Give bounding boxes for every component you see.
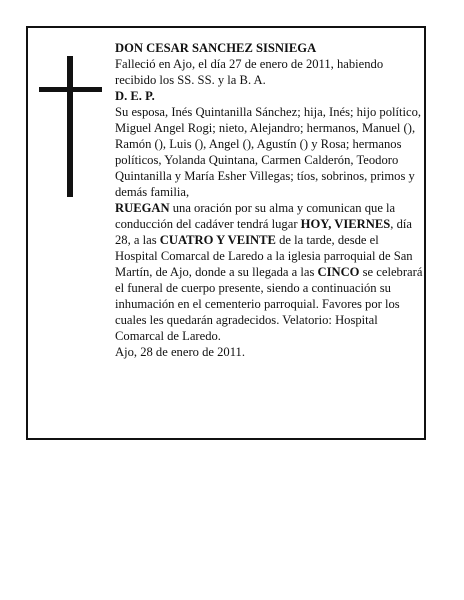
death-line: Falleció en Ajo, el día 27 de enero de 2011, habiendo recibido los SS. SS. y la B. A.: [115, 57, 384, 87]
announcement-text-1: una oración por su alma y comunican que la conducción del cadáver tendrá lugar: [115, 201, 396, 231]
obituary-notice: [26, 26, 426, 440]
cross-icon: [67, 56, 73, 197]
announcement-text-2: , día 28, a las: [115, 217, 412, 247]
family-list: Su esposa, Inés Quintanilla Sánchez; hija, Inés; hijo político, Miguel Angel Rogi; nieto, Alejandro; hermanos, Manuel (), Ramón (), Luis (), Angel (), Agustín () y Rosa; hermanos políticos, Yolanda Quintana, Carmen Calderón, Teodoro Quintanilla y María Esher Villegas; tíos, sobrinos, primos y demás familia,: [115, 105, 422, 199]
closing-line: Ajo, 28 de enero de 2011.: [115, 345, 245, 359]
notice-text: [115, 40, 423, 360]
dep-line: D. E. P.: [115, 89, 155, 103]
time-label: CUATRO Y VEINTE: [159, 233, 276, 247]
cross-icon-arm: [39, 87, 102, 92]
ruegan-word: RUEGAN: [115, 201, 170, 215]
announcement-text-3: de la tarde, desde el Hospital Comarcal de Laredo a la iglesia parroquial de San Martín, de Ajo, donde a su llegada a las: [115, 233, 413, 279]
day-label: HOY, VIERNES: [300, 217, 391, 231]
announcement-text-4: se celebrará el funeral de cuerpo presente, siendo a continuación su inhumación en el cementerio parroquial. Favores por los cuales les quedarán agradecidos. Velatorio: Hospital Comarcal de Laredo.: [115, 265, 423, 343]
announcement-paragraph: [115, 200, 423, 344]
funeral-time-label: CINCO: [317, 265, 360, 279]
deceased-name: DON CESAR SANCHEZ SISNIEGA: [115, 41, 317, 55]
